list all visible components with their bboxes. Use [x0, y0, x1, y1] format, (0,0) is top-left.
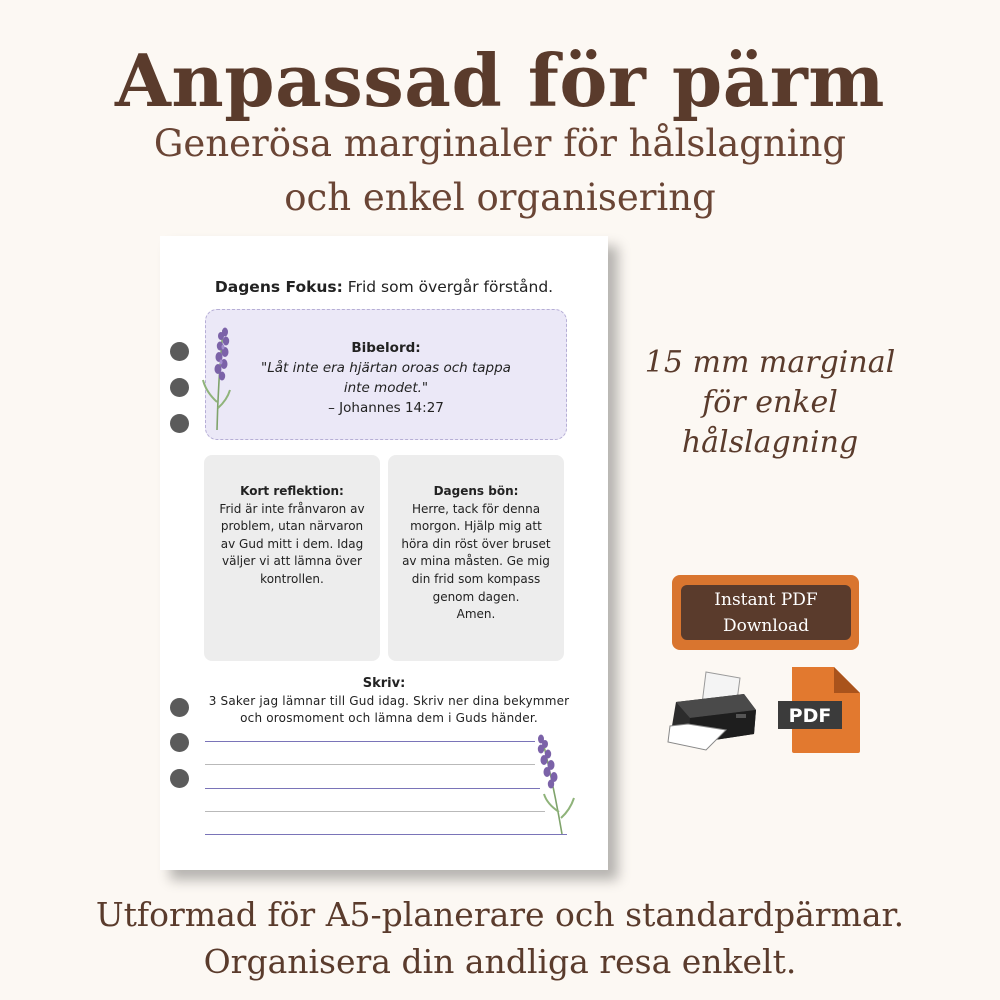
margin-note-line: för enkel [702, 385, 838, 420]
writing-line[interactable] [205, 764, 535, 765]
reflection-line: av Gud mitt i dem. Idag [220, 536, 364, 551]
prayer-text [396, 483, 556, 624]
pdf-file-icon [776, 665, 862, 755]
daily-focus [160, 278, 608, 296]
lavender-sprig-icon [201, 322, 241, 432]
reflection-line: kontrollen. [260, 571, 324, 586]
write-instructions [204, 693, 574, 727]
verse-text [261, 338, 511, 418]
prayer-line: höra din röst över bruset [401, 536, 551, 551]
subtitle-line-2: och enkel organisering [284, 176, 716, 219]
writing-line[interactable] [205, 811, 545, 812]
reflection-card [204, 455, 380, 661]
prayer-line: Amen. [456, 607, 496, 622]
prayer-line: morgon. Hjälp mig att [410, 519, 542, 534]
prayer-line: Herre, tack för denna [411, 501, 541, 516]
focus-text: Frid som övergår förstånd. [342, 278, 554, 296]
footer-line-2: Organisera din andliga resa enkelt. [203, 942, 797, 981]
lavender-sprig-icon [532, 732, 578, 836]
verse-quote-line: "Låt inte era hjärtan oroas och tappa [261, 360, 511, 376]
binder-hole [170, 769, 189, 788]
prayer-line: genom dagen. [432, 589, 520, 604]
verse-box [205, 309, 567, 440]
writing-line[interactable] [205, 788, 540, 789]
verse-reference: – Johannes 14:27 [328, 400, 444, 416]
writing-line[interactable] [205, 741, 535, 742]
badge-line: Download [722, 616, 810, 636]
writing-line[interactable] [205, 834, 567, 835]
reflection-line: väljer vi att lämna över [222, 554, 362, 569]
instant-download-button[interactable] [681, 585, 851, 640]
reflection-line: Frid är inte frånvaron av [219, 501, 365, 516]
printer-icon [666, 668, 760, 752]
worksheet-page [160, 236, 608, 870]
badge-line: Instant PDF [714, 590, 818, 610]
prayer-card [388, 455, 564, 661]
pdf-label: PDF [788, 705, 832, 727]
verse-quote-line: inte modet." [343, 380, 429, 396]
write-heading: Skriv: [362, 676, 406, 691]
write-instruction-line: och orosmoment och lämna dem i Guds händer. [240, 711, 538, 725]
instant-download-badge [672, 575, 859, 650]
headline: Anpassad för pärm [115, 38, 885, 123]
reflection-text [212, 483, 372, 589]
binder-hole [170, 342, 189, 361]
binder-hole [170, 733, 189, 752]
reflection-heading: Kort reflektion: [240, 484, 344, 498]
binder-hole [170, 378, 189, 397]
margin-note-line: hålslagning [681, 425, 859, 460]
subtitle-line-1: Generösa marginaler för hålslagning [153, 122, 847, 165]
binder-hole [170, 414, 189, 433]
reflection-line: problem, utan närvaron [220, 519, 364, 534]
prayer-heading: Dagens bön: [433, 484, 519, 498]
margin-note-line: 15 mm marginal [644, 345, 896, 380]
write-instruction-line: 3 Saker jag lämnar till Gud idag. Skriv ner dina bekymmer [208, 694, 570, 708]
margin-note [640, 343, 900, 463]
prayer-line: av mina måsten. Ge mig [402, 554, 550, 569]
binder-hole [170, 698, 189, 717]
footer-line-1: Utformad för A5-planerare och standardpärmar. [95, 895, 905, 934]
focus-label: Dagens Fokus: [214, 278, 343, 296]
prayer-line: din frid som kompass [411, 571, 541, 586]
verse-heading: Bibelord: [351, 340, 421, 356]
